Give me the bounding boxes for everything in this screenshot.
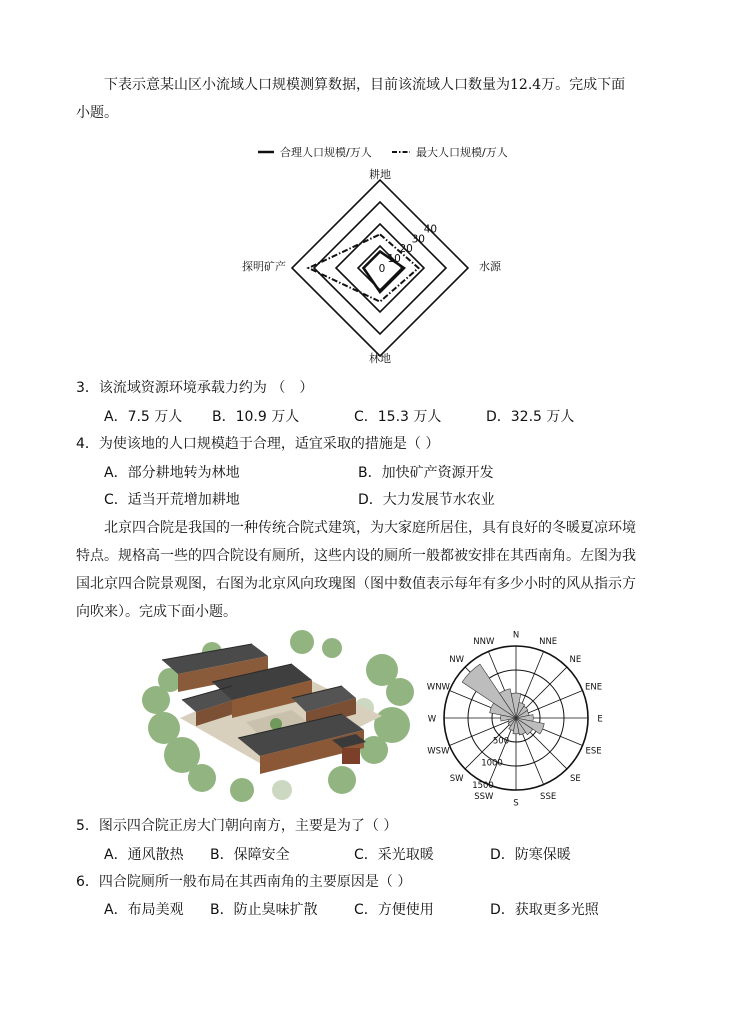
legend-series-2: 最大人口规模/万人 <box>416 146 508 159</box>
q3-stem: 3．该流域资源环境承载力约为 （ ） <box>76 380 314 396</box>
q3-option-c[interactable]: C．15.3 万人 <box>354 409 442 425</box>
q6-option-d[interactable]: D．获取更多光照 <box>490 902 599 918</box>
q3-option-a[interactable]: A．7.5 万人 <box>104 409 183 425</box>
rose-direction-NNE: NNE <box>539 636 558 647</box>
axis-label-forest: 林地 <box>369 352 391 365</box>
rose-direction-ESE: ESE <box>585 746 602 757</box>
intro2-line1: 北京四合院是我国的一种传统合院式建筑，为大家庭所居住，具有良好的冬暖夏凉环境 <box>104 520 636 536</box>
axis-label-water: 水源 <box>479 260 501 273</box>
q5-option-d[interactable]: D．防寒保暖 <box>490 847 571 863</box>
siheyuan-illustration <box>142 630 414 802</box>
intro1-line1: 下表示意某山区小流域人口规模测算数据，目前该流域人口数量为12.4万。完成下面 <box>104 77 626 93</box>
radar-tick-label: 20 <box>399 243 413 256</box>
legend-series-1: 合理人口规模/万人 <box>280 146 372 159</box>
wind-rose <box>420 628 620 806</box>
rose-direction-SSW: SSW <box>474 792 494 803</box>
intro1-line2: 小题。 <box>76 105 118 121</box>
axis-label-minerals: 探明矿产 <box>242 260 286 273</box>
rose-direction-E: E <box>597 714 603 725</box>
q4-option-c[interactable]: C．适当开荒增加耕地 <box>104 492 240 508</box>
radar-tick-label: 10 <box>387 253 401 266</box>
rose-ring-label: 500 <box>492 736 510 747</box>
intro2-line3: 国北京四合院景观图，右图为北京风向玫瑰图（图中数值表示每年有多少小时的风从指示方 <box>76 576 636 592</box>
q5-option-c[interactable]: C．采光取暖 <box>354 847 434 863</box>
intro2-line2: 特点。规格高一些的四合院设有厕所，这些内设的厕所一般都被安排在其西南角。左图为我 <box>76 548 636 564</box>
q3-option-b[interactable]: B．10.9 万人 <box>212 409 300 425</box>
rose-direction-WNW: WNW <box>426 682 450 693</box>
q4-stem: 4．为使该地的人口规模趋于合理，适宜采取的措施是（ ） <box>76 436 440 452</box>
rose-direction-ENE: ENE <box>585 682 603 693</box>
rose-direction-SE: SE <box>570 773 581 784</box>
q6-option-b[interactable]: B．防止臭味扩散 <box>210 902 318 918</box>
q4-option-b[interactable]: B．加快矿产资源开发 <box>358 465 494 481</box>
q5-option-a[interactable]: A．通风散热 <box>104 847 184 863</box>
intro2-line4: 向吹来）。完成下面小题。 <box>76 604 237 620</box>
rose-direction-SSE: SSE <box>540 792 557 803</box>
rose-ring-label: 1500 <box>472 780 494 791</box>
q5-stem: 5．图示四合院正房大门朝向南方，主要是为了（ ） <box>76 818 398 834</box>
rose-direction-WSW: WSW <box>427 746 450 757</box>
rose-direction-NE: NE <box>569 655 582 666</box>
rose-ring-label: 1000 <box>481 758 503 769</box>
q3-option-d[interactable]: D．32.5 万人 <box>486 409 575 425</box>
q4-option-d[interactable]: D．大力发展节水农业 <box>358 492 495 508</box>
rose-direction-N: N <box>512 630 520 641</box>
rose-direction-S: S <box>513 798 519 806</box>
q6-option-c[interactable]: C．方便使用 <box>354 902 434 918</box>
radar-tick-label: 40 <box>423 223 438 236</box>
q4-option-a[interactable]: A．部分耕地转为林地 <box>104 465 240 481</box>
radar-chart <box>230 138 530 370</box>
q6-stem: 6．四合院厕所一般布局在其西南角的主要原因是（ ） <box>76 874 412 890</box>
radar-tick-label: 0 <box>378 263 386 275</box>
rose-direction-W: W <box>427 714 437 725</box>
rose-direction-SW: SW <box>449 773 464 784</box>
q5-option-b[interactable]: B．保障安全 <box>210 847 290 863</box>
radar-tick-label: 30 <box>411 233 425 246</box>
rose-direction-NW: NW <box>449 655 464 666</box>
q6-option-a[interactable]: A．布局美观 <box>104 902 184 918</box>
rose-direction-NNW: NNW <box>473 636 495 647</box>
axis-label-farmland: 耕地 <box>369 168 391 181</box>
